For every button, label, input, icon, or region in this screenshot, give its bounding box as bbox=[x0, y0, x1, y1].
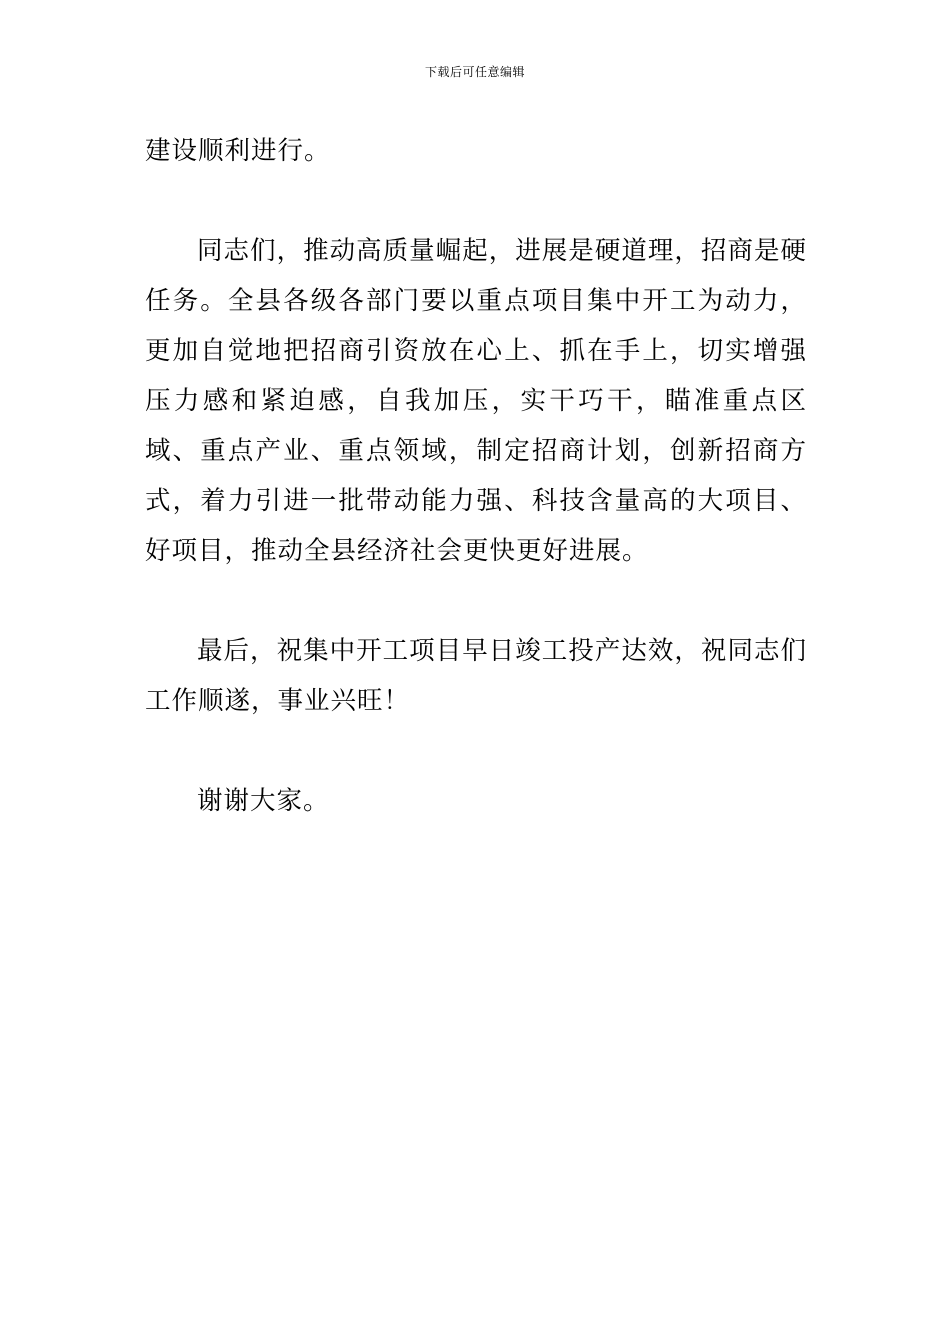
paragraph-gap bbox=[145, 176, 807, 226]
paragraph-investment: 同志们，推动高质量崛起，进展是硬道理，招商是硬任务。全县各级各部门要以重点项目集中开工为动力，更加自觉地把招商引资放在心上、抓在手上，切实增强压力感和紧迫感，自我加压，实干巧干，瞄准重点区域、重点产业、重点领域，制定招商计划，创新招商方式，着力引进一批带动能力强、科技含量高的大项目、好项目，推动全县经济社会更快更好进展。 bbox=[145, 236, 807, 566]
paragraph-continuation: 建设顺利进行。 bbox=[145, 136, 331, 166]
paragraph-gap bbox=[145, 576, 807, 626]
paragraph-thanks: 谢谢大家。 bbox=[197, 786, 330, 816]
paragraph-gap bbox=[145, 726, 807, 776]
header-note: 下载后可任意编辑 bbox=[424, 65, 525, 79]
paragraph-closing-wishes: 最后，祝集中开工项目早日竣工投产达效，祝同志们工作顺遂，事业兴旺！ bbox=[145, 636, 807, 716]
document-body bbox=[145, 126, 807, 826]
